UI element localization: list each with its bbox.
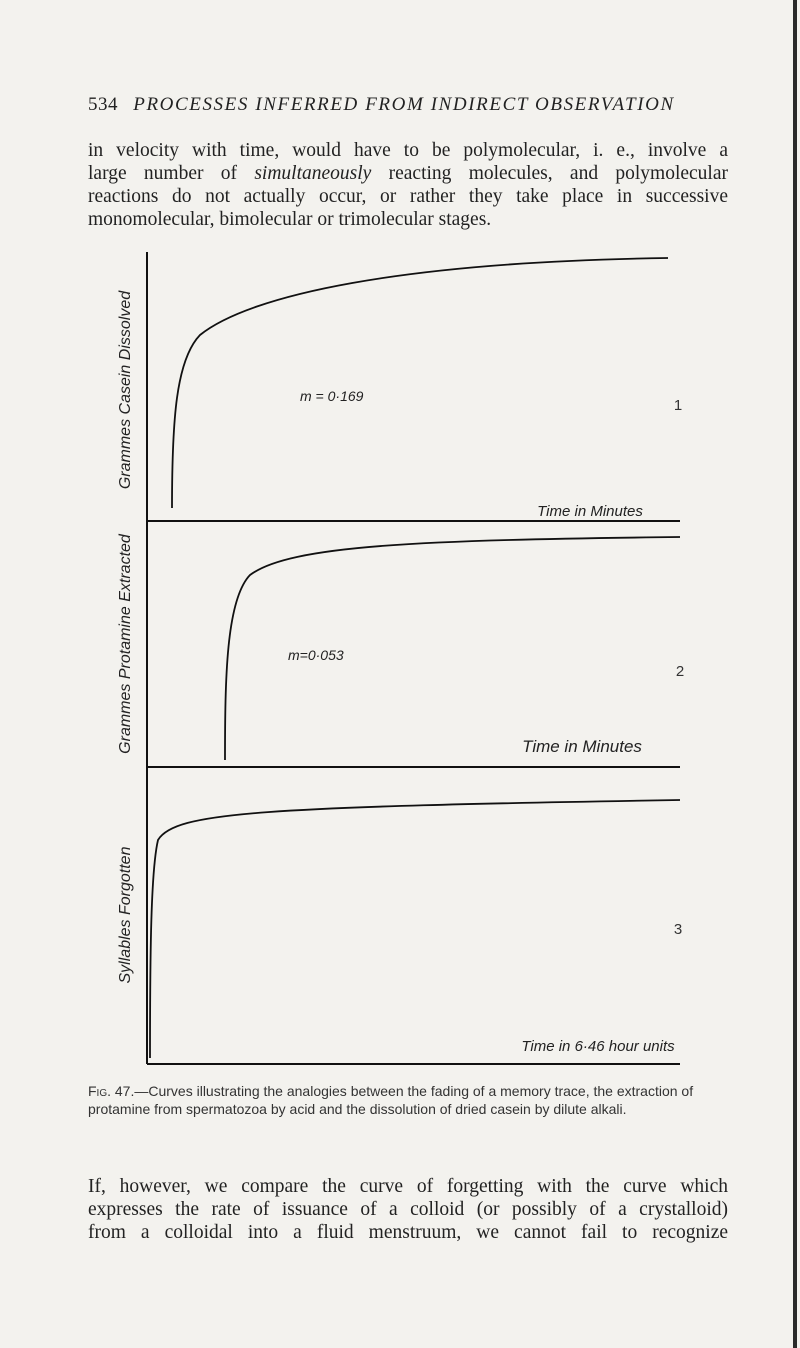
text-line: reactions do not actually occur, or rather they take place in successive bbox=[88, 186, 728, 207]
curve-casein bbox=[172, 258, 668, 508]
text-line: monomolecular, bimolecular or trimolecular stages. bbox=[88, 209, 492, 230]
page-number: 534 bbox=[88, 94, 118, 115]
rate-constant-label: m=0·053 bbox=[288, 647, 344, 663]
x-axis-label: Time in Minutes bbox=[522, 737, 642, 756]
panel-number: 1 bbox=[673, 397, 683, 414]
paragraph-bottom bbox=[88, 1175, 728, 1244]
panel-1 bbox=[117, 252, 682, 521]
curve-forgetting bbox=[150, 800, 683, 1058]
text-span: large number of bbox=[88, 163, 255, 184]
panel-3 bbox=[117, 767, 682, 1064]
figure-caption bbox=[88, 1082, 728, 1118]
figure-number: Fig. 47. bbox=[88, 1083, 135, 1099]
text-line: If, however, we compare the curve of forgetting with the curve which bbox=[88, 1176, 728, 1197]
running-title: PROCESSES INFERRED FROM INDIRECT OBSERVATION bbox=[133, 94, 675, 115]
text-line: expresses the rate of issuance of a colloid (or possibly of a crystalloid) bbox=[88, 1199, 728, 1220]
y-axis-label: Grammes Protamine Extracted bbox=[117, 534, 134, 754]
emphasis-text: simultaneously bbox=[254, 163, 372, 184]
panel-number: 3 bbox=[673, 921, 683, 938]
text-line: from a colloidal into a fluid menstruum, we cannot fail to recognize bbox=[88, 1222, 728, 1243]
text-span: reacting molecules, and polymolecular bbox=[371, 163, 728, 184]
panel-2 bbox=[117, 521, 684, 767]
text-line: in velocity with time, would have to be polymolecular, i. e., involve a bbox=[88, 140, 728, 161]
x-axis-label: Time in Minutes bbox=[537, 503, 643, 520]
x-axis-label: Time in 6·46 hour units bbox=[521, 1038, 675, 1055]
y-axis-label: Grammes Casein Dissolved bbox=[117, 290, 134, 490]
rate-constant-label: m = 0·169 bbox=[300, 388, 364, 404]
caption-text: —Curves illustrating the analogies between the fading of a memory trace, the extraction of protamine from spermatozoa by acid and the dissolution of dried casein by dilute alkali. bbox=[88, 1083, 694, 1117]
y-axis-label: Syllables Forgotten bbox=[117, 846, 134, 984]
panel-number: 2 bbox=[675, 663, 685, 680]
